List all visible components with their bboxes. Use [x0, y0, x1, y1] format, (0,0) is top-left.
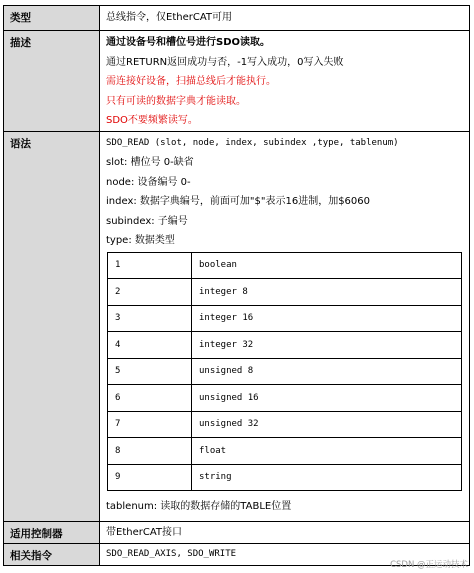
type-value-text: 总线指令，仅EtherCAT可用: [106, 12, 232, 23]
data-type-row: [108, 411, 462, 438]
row-controller: [4, 521, 470, 543]
row-type: [4, 6, 470, 31]
data-type-name: boolean: [192, 252, 462, 279]
data-type-name: string: [192, 464, 462, 491]
data-type-row: [108, 332, 462, 359]
data-type-code: 3: [108, 305, 192, 332]
syntax-param-type: type: 数据类型: [106, 235, 175, 246]
data-type-name: unsigned 32: [192, 411, 462, 438]
data-type-code: 8: [108, 438, 192, 465]
data-type-table: [107, 252, 462, 492]
watermark: CSDN @正运动技术: [390, 560, 468, 570]
syntax-param-subindex: subindex: 子编号: [106, 215, 188, 227]
value-description: [100, 31, 470, 132]
data-type-code: 5: [108, 358, 192, 385]
label-syntax: 语法: [4, 131, 100, 521]
data-type-code: 1: [108, 252, 192, 279]
desc-title: 通过设备号和槽位号进行SDO读取。: [106, 37, 271, 48]
value-type: [100, 6, 470, 31]
syntax-param-index: index: 数据字典编号，前面可加"$"表示16进制，加$6060: [106, 196, 371, 207]
data-type-code: 2: [108, 279, 192, 306]
label-type: 类型: [4, 6, 100, 31]
data-type-name: integer 8: [192, 279, 462, 306]
related-value-text: SDO_READ_AXIS, SDO_WRITE: [106, 548, 237, 559]
syntax-signature: SDO_READ (slot, node, index, subindex ,type, tablenum): [106, 137, 399, 148]
desc-warning-frequency: SDO不要频繁读写。: [106, 115, 198, 126]
syntax-param-slot: slot: 槽位号 0-缺省: [106, 157, 194, 168]
data-type-code: 6: [108, 385, 192, 412]
syntax-param-tablenum: tablenum: 读取的数据存储的TABLE位置: [106, 501, 292, 512]
data-type-row: [108, 279, 462, 306]
data-type-name: integer 32: [192, 332, 462, 359]
instruction-spec-table: [3, 5, 470, 566]
data-type-name: float: [192, 438, 462, 465]
label-description: 描述: [4, 31, 100, 132]
data-type-name: unsigned 16: [192, 385, 462, 412]
data-type-row: [108, 438, 462, 465]
data-type-code: 9: [108, 464, 192, 491]
desc-return-note: 通过RETURN返回成功与否，-1写入成功，0写入失败: [106, 56, 344, 68]
label-related: 相关指令: [4, 543, 100, 565]
data-type-code: 7: [108, 411, 192, 438]
desc-warning-readable: 只有可读的数据字典才能读取。: [106, 95, 246, 107]
data-type-row: [108, 252, 462, 279]
desc-warning-connect: 需连接好设备，扫描总线后才能执行。: [106, 76, 276, 87]
row-description: [4, 31, 470, 132]
syntax-param-node: node: 设备编号 0-: [106, 176, 191, 188]
value-controller: [100, 521, 470, 543]
value-syntax: [100, 131, 470, 521]
controller-value-text: 带EtherCAT接口: [106, 526, 182, 538]
data-type-row: [108, 385, 462, 412]
data-type-row: [108, 358, 462, 385]
label-controller: 适用控制器: [4, 521, 100, 543]
data-type-row: [108, 305, 462, 332]
data-type-code: 4: [108, 332, 192, 359]
data-type-row: [108, 464, 462, 491]
row-syntax: [4, 131, 470, 521]
data-type-name: integer 16: [192, 305, 462, 332]
data-type-name: unsigned 8: [192, 358, 462, 385]
